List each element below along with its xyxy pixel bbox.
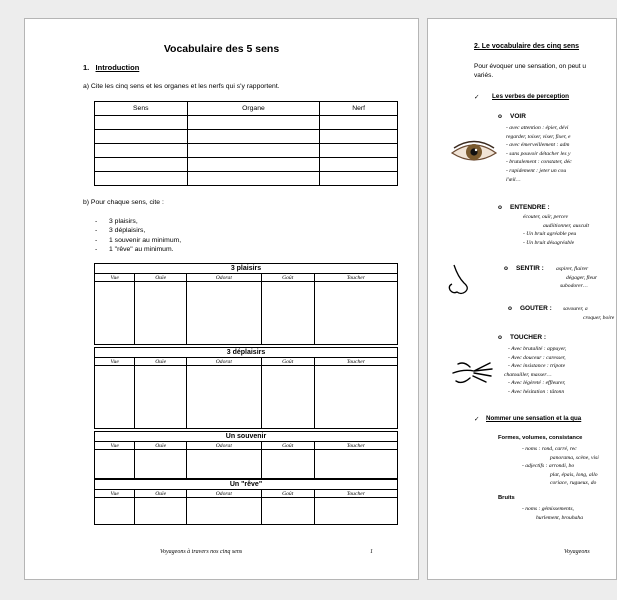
page-footer: Voyageons [564,549,590,555]
list-item: écouter, ouïr, percev [523,214,569,220]
column-header: Vue [95,442,135,450]
section-heading [83,63,139,72]
column-header: Vue [95,358,135,366]
list-item: dégager, fleur [566,274,598,281]
list-item: - Avec insistance : tripote [508,363,566,370]
list-item: panorama, scène, visi [550,454,599,461]
forms-heading: Formes, volumes, consistance [498,435,583,441]
list-item: croquer, boire [583,314,615,321]
list-item: plat, épais, long, allo [550,471,598,478]
item-b-text: b) Pour chaque sens, cite : [83,199,164,206]
table-header-sens: Sens [95,102,188,116]
nose-icon [446,263,472,297]
section-number: 1. [83,63,90,72]
memory-grid [94,431,398,479]
list-item: - 3 déplaisirs, [95,227,146,235]
list-item: - avec attention : épier, dévi [506,125,569,131]
list-item: chatouiller, masser… [504,371,552,378]
list-item: - adjectifs : arrondi, bo [522,463,575,470]
column-header: Goût [261,274,314,282]
table-row [95,130,398,144]
list-item: - Avec légèreté : effleurer, [508,380,566,387]
pleasures-grid [94,263,398,345]
list-item: - noms : rond, carré, rec [522,446,577,452]
list-item: - Avec hésitation : tâtonn [508,388,565,395]
entendre-lines [523,213,589,247]
list-item: subodorer… [560,283,588,290]
intro-text: Pour évoquer une sensation, on peut u [474,63,587,70]
check-icon: ✓ [474,416,480,423]
document-page-1 [24,18,419,580]
column-header: Odorat [187,490,262,498]
list-item: l'œil… [506,176,521,183]
voir-label: VOIR [510,113,526,120]
list-item: - rapidement : jeter un cou [506,167,567,174]
intro-text-2: variés. [474,72,494,79]
list-item: - Un bruit désagréable [523,239,575,246]
column-header: Odorat [187,274,262,282]
column-header: Toucher [314,490,397,498]
table-row [95,172,398,186]
name-heading: Nommer une sensation et la qua [486,415,582,422]
table-row [95,282,398,345]
table-header-organe: Organe [187,102,320,116]
section-title: 2. Le vocabulaire des cinq sens [474,43,580,50]
bullet-icon: o [498,113,502,120]
grid-title: 3 déplaisirs [95,348,398,358]
list-item: hurlement, brouhaha [536,514,584,521]
toucher-lines [504,345,567,397]
column-header: Goût [261,358,314,366]
forms-lines [522,445,599,488]
column-header: Goût [261,490,314,498]
list-item: - 1 "rêve" au minimum. [95,246,174,254]
list-item: - avec émerveillement : adm [506,142,570,149]
toucher-label: TOUCHER : [510,334,546,341]
check-icon: ✓ [474,94,480,101]
list-item: - 3 plaisirs, [95,218,138,225]
entendre-label: ENTENDRE : [510,204,550,211]
grid-title: Un souvenir [95,432,398,442]
list-item: aspirer, flairer [556,266,589,272]
column-header: Ouïe [135,358,187,366]
list-item: audiitionner, auscult [543,222,589,229]
section-title: Introduction [95,63,140,72]
table-row [95,450,398,479]
grid-title: Un "rêve" [95,480,398,490]
table-row [95,144,398,158]
table-row [95,366,398,429]
voir-lines [506,124,572,184]
list-item: - sans pouvoir détacher les y [506,150,571,157]
senses-table [94,101,398,186]
bullet-icon: o [498,334,502,341]
sentir-label: SENTIR : [516,265,544,272]
bruits-lines [522,505,583,522]
list-item: - brutalement : constater, déc [506,159,572,166]
column-header: Goût [261,442,314,450]
dream-grid [94,479,398,525]
column-header: Toucher [314,358,397,366]
table-row [95,116,398,130]
column-header: Ouïe [135,442,187,450]
bruits-heading: Bruits [498,495,515,501]
list-item: regarder, toiser, viser, fixer, e [506,133,571,140]
column-header: Toucher [314,274,397,282]
sentir-lines [556,265,597,291]
item-a-text: a) Cite les cinq sens et les organes et les nerfs qui s'y rapportent. [83,83,280,90]
document-page-2 [427,18,617,580]
column-header: Ouïe [135,274,187,282]
bullet-icon: o [498,204,502,211]
list-item: coriace, rugueux, do [550,480,597,487]
column-header: Ouïe [135,490,187,498]
gouter-lines [563,305,614,322]
criteria-list [95,217,181,255]
bullet-icon: o [504,265,508,272]
bullet-icon: o [508,305,512,312]
column-header: Odorat [187,358,262,366]
page-footer: Voyageons à travers nos cinq sens [160,549,243,555]
table-row [95,158,398,172]
list-item: - 1 souvenir au minimum, [95,236,182,244]
displeasures-grid [94,347,398,429]
page-title: Vocabulaire des 5 sens [163,43,280,55]
column-header: Toucher [314,442,397,450]
list-item: - Un bruit agréable peu [523,231,577,238]
hand-icon [450,351,496,391]
gouter-label: GOUTER : [520,305,552,312]
list-item: - Avec douceur : caresser, [508,354,566,361]
column-header: Vue [95,274,135,282]
list-item: - noms : gémissements, [522,506,574,512]
table-row [95,498,398,525]
list-item: savourer, a [563,306,588,312]
page-number: 1 [370,549,373,555]
list-item: - Avec brutalité : appuyer, [508,346,567,352]
grid-title: 3 plaisirs [95,264,398,274]
column-header: Vue [95,490,135,498]
column-header: Odorat [187,442,262,450]
verbs-heading: Les verbes de perception [492,93,570,100]
table-header-nerf: Nerf [320,102,398,116]
eye-image [450,137,498,167]
